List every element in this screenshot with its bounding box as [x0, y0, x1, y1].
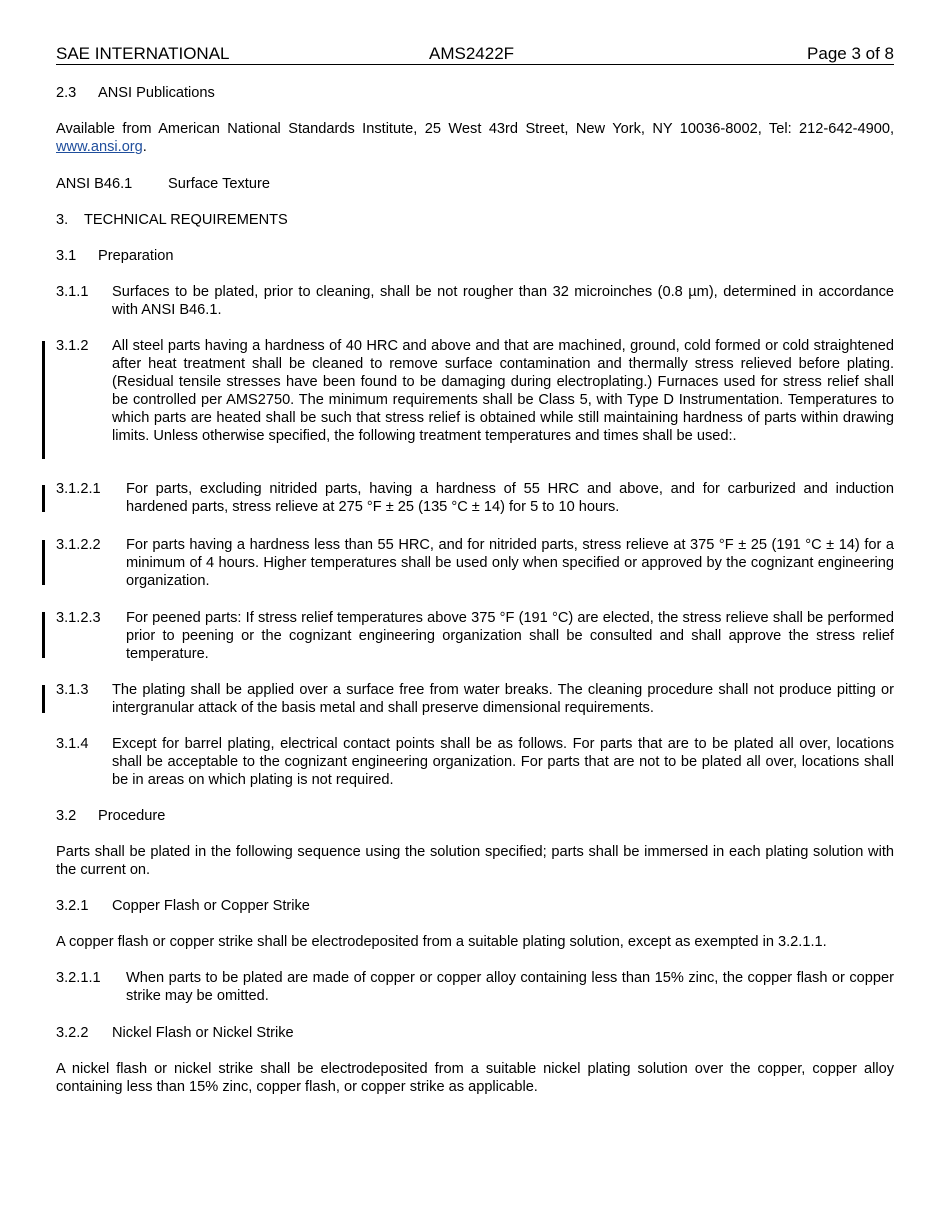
section-title: Preparation — [98, 248, 174, 264]
paragraph-text: All steel parts having a hardness of 40 HRC and above and that are machined, ground, cold formed or cold straightened after heat treatment shall be cleaned to remove surface contamination and thermally stress relieved before plating. (Residual tensile stresses have been found to be damaging during electroplating.) Furnaces used for stress relief shall be controlled per AMS2750. The minimum requirements shall be Class 5, with Type D Instrumentation. Temperatures to which parts are heated shall be such that stress relief is obtained while still maintaining hardness of parts within drawing limits. Unless otherwise specified, the following treatment temperatures and times shall be used:. — [112, 338, 894, 444]
paragraph-number: 3.1.4 — [56, 736, 89, 752]
section-title: TECHNICAL REQUIREMENTS — [84, 212, 288, 228]
section-3-1-heading — [56, 247, 894, 265]
section-2-3-heading — [56, 84, 894, 102]
ansi-availability-paragraph — [56, 120, 894, 156]
paragraph-text: Surfaces to be plated, prior to cleaning, shall be not rougher than 32 microinches (0.8 µm), determined in accordance with ANSI B46.1. — [112, 284, 894, 318]
reference-code: ANSI B46.1 — [56, 176, 133, 192]
section-3-2-2-heading — [56, 1024, 894, 1042]
section-title: Copper Flash or Copper Strike — [112, 898, 310, 914]
revision-bar — [42, 685, 45, 713]
section-number: 3. — [56, 212, 69, 228]
section-title: Procedure — [98, 808, 166, 824]
paragraph-number: 3.1.1 — [56, 284, 89, 300]
paragraph-3-1-2-3 — [56, 609, 894, 663]
paragraph-number: 3.1.3 — [56, 682, 89, 698]
header-doc-number: AMS2422F — [429, 44, 515, 63]
paragraph-3-1-3 — [56, 681, 894, 717]
paragraph-number: 3.1.2.1 — [56, 481, 101, 497]
paragraph-text: A nickel flash or nickel strike shall be electrodeposited from a suitable nickel plating solution over the copper, copper alloy containing less than 15% zinc, copper flash, or copper strike as applicable. — [56, 1061, 894, 1095]
reference-title: Surface Texture — [168, 176, 270, 192]
ansi-availability-text: Available from American National Standards Institute, 25 West 43rd Street, New York, NY 10036-8002, Tel: 212-642-4900, — [56, 121, 894, 137]
paragraph-text: A copper flash or copper strike shall be electrodeposited from a suitable plating solution, except as exempted in 3.2.1.1. — [56, 934, 827, 950]
paragraph-text: For parts, excluding nitrided parts, having a hardness of 55 HRC and above, and for carburized and induction hardened parts, stress relieve at 275 °F ± 25 (135 °C ± 14) for 5 to 10 hours. — [126, 481, 894, 515]
section-number: 3.2 — [56, 808, 77, 824]
nickel-strike-paragraph — [56, 1060, 894, 1096]
paragraph-3-1-2 — [56, 337, 894, 445]
paragraph-3-1-2-1 — [56, 480, 894, 516]
revision-bar — [42, 341, 45, 459]
paragraph-text: Parts shall be plated in the following sequence using the solution specified; parts shall be immersed in each plating solution with the current on. — [56, 844, 894, 878]
paragraph-number: 3.1.2 — [56, 338, 89, 354]
revision-bar — [42, 612, 45, 658]
section-title: ANSI Publications — [98, 85, 215, 101]
paragraph-3-1-1 — [56, 283, 894, 319]
ansi-reference — [56, 175, 894, 193]
section-number: 3.2.2 — [56, 1025, 89, 1041]
section-3-2-heading — [56, 807, 894, 825]
paragraph-number: 3.2.1.1 — [56, 970, 101, 986]
procedure-intro-paragraph — [56, 843, 894, 879]
header-page-number: Page 3 of 8 — [807, 44, 894, 63]
paragraph-text: Except for barrel plating, electrical contact points shall be as follows. For parts that are to be plated all over, locations shall be acceptable to the cognizant engineering organization. For parts that are not to be plated all over, locations shall be in areas on which plating is not required. — [112, 736, 894, 788]
paragraph-number: 3.1.2.3 — [56, 610, 101, 626]
ansi-availability-end: . — [142, 139, 147, 155]
paragraph-3-2-1-1 — [56, 969, 894, 1005]
paragraph-text: For parts having a hardness less than 55 HRC, and for nitrided parts, stress relieve at 375 °F ± 25 (191 °C ± 14) for a minimum of 4 hours. Higher temperatures shall be used only when specified or approved by the cognizant engineering organization. — [126, 537, 894, 589]
paragraph-number: 3.1.2.2 — [56, 537, 101, 553]
paragraph-text: For peened parts: If stress relief temperatures above 375 °F (191 °C) are elected, the stress relieve shall be performed prior to peening or the cognizant engineering organization shall be consulted and shall approve the stress relief temperature. — [126, 610, 894, 662]
paragraph-3-1-4 — [56, 735, 894, 789]
section-number: 3.2.1 — [56, 898, 89, 914]
revision-bar — [42, 485, 45, 512]
section-title: Nickel Flash or Nickel Strike — [112, 1025, 294, 1041]
paragraph-3-1-2-2 — [56, 536, 894, 590]
page-header — [56, 44, 894, 65]
section-3-2-1-heading — [56, 897, 894, 915]
section-number: 2.3 — [56, 85, 77, 101]
paragraph-text: The plating shall be applied over a surface free from water breaks. The cleaning procedure shall not produce pitting or intergranular attack of the basis metal and shall preserve dimensional requirements. — [112, 682, 894, 716]
copper-strike-paragraph — [56, 933, 894, 951]
paragraph-text: When parts to be plated are made of copper or copper alloy containing less than 15% zinc, the copper flash or copper strike may be omitted. — [126, 970, 894, 1004]
ansi-website-link[interactable]: www.ansi.org — [56, 139, 143, 155]
section-number: 3.1 — [56, 248, 77, 264]
section-3-heading — [56, 211, 894, 229]
header-org: SAE INTERNATIONAL — [56, 44, 230, 63]
revision-bar — [42, 540, 45, 585]
